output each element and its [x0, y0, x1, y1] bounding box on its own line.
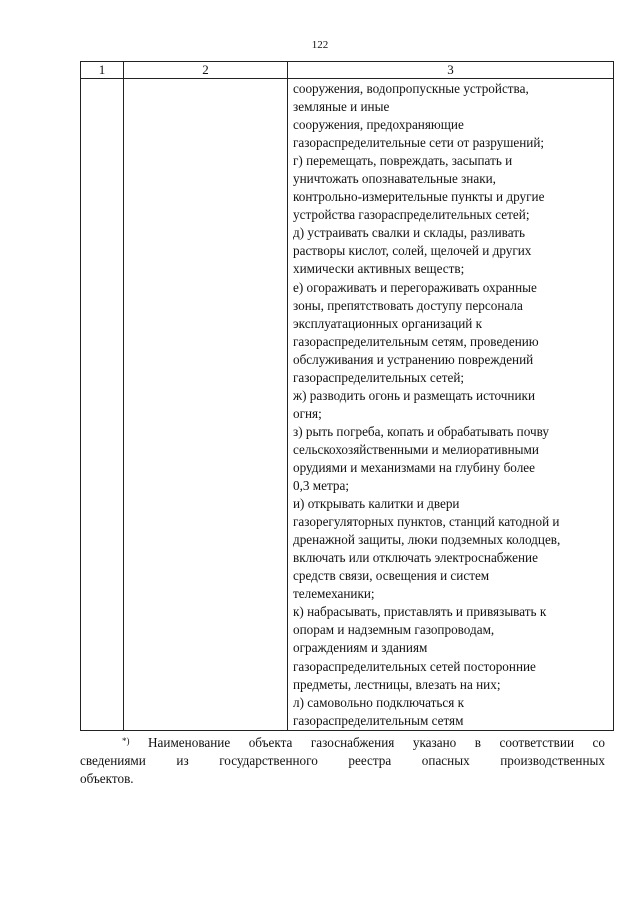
- text-line: и) открывать калитки и двери: [293, 496, 460, 512]
- text-line: орудиями и механизмами на глубину более: [293, 459, 535, 475]
- column-header-1: 1: [81, 62, 124, 79]
- text-line: газораспределительных сетей посторонние: [293, 658, 536, 674]
- table-header-row: [81, 62, 614, 79]
- footnote-line: [80, 734, 605, 752]
- footnote-marker: *): [122, 736, 130, 746]
- footnote-text-1: Наименование объекта газоснабжения указано в соответствии со: [148, 735, 605, 750]
- text-line: з) рыть погреба, копать и обрабатывать почву: [293, 423, 549, 439]
- text-line: огня;: [293, 405, 322, 421]
- text-line: обслуживания и устранению повреждений: [293, 351, 534, 367]
- text-line: растворы кислот, солей, щелочей и других: [293, 243, 532, 259]
- footnote: [80, 734, 605, 789]
- text-line: 0,3 метра;: [293, 478, 350, 494]
- table-row: [81, 79, 614, 731]
- text-line: е) огораживать и перегораживать охранные: [293, 279, 537, 295]
- footnote-line: объектов.: [80, 771, 134, 787]
- text-line: газораспределительные сети от разрушений;: [293, 135, 545, 151]
- page-number: 122: [311, 39, 329, 51]
- table-cell-col3: [288, 79, 614, 731]
- text-line: зоны, препятствовать доступу персонала: [293, 297, 523, 313]
- text-line: газораспределительным сетям, проведению: [293, 333, 539, 349]
- text-line: ж) разводить огонь и размещать источники: [293, 387, 536, 403]
- table-cell-col2: [124, 79, 288, 731]
- column-header-3: 3: [288, 62, 614, 79]
- text-line: л) самовольно подключаться к: [293, 694, 465, 710]
- document-table: [80, 61, 614, 731]
- text-line: земляные и иные: [293, 99, 390, 115]
- text-line: газораспределительным сетям: [293, 712, 464, 728]
- text-line: д) устраивать свалки и склады, разливать: [293, 225, 525, 241]
- text-line: телемеханики;: [293, 586, 375, 602]
- text-line: предметы, лестницы, влезать на них;: [293, 676, 501, 692]
- text-line: дренажной защиты, люки подземных колодцев,: [293, 532, 561, 548]
- text-line: устройства газораспределительных сетей;: [293, 207, 530, 223]
- footnote-line: сведениями из государственного реестра опасных производственных: [80, 753, 605, 769]
- text-line: сельскохозяйственными и мелиоративными: [293, 441, 539, 457]
- text-line: уничтожать опознавательные знаки,: [293, 171, 496, 187]
- text-line: к) набрасывать, приставлять и привязывать к: [293, 604, 547, 620]
- text-line: эксплуатационных организаций к: [293, 315, 483, 331]
- text-line: ограждениям и зданиям: [293, 640, 428, 656]
- text-line: газорегуляторных пунктов, станций катодной и: [293, 514, 560, 530]
- text-line: сооружения, водопропускные устройства,: [293, 81, 529, 96]
- text-line: включать или отключать электроснабжение: [293, 550, 538, 566]
- text-line: газораспределительных сетей;: [293, 369, 465, 385]
- column-header-2: 2: [124, 62, 288, 79]
- text-line: опорам и надземным газопроводам,: [293, 622, 495, 638]
- text-line: средств связи, освещения и систем: [293, 568, 490, 584]
- table-cell-col1: [81, 79, 124, 731]
- text-line: сооружения, предохраняющие: [293, 117, 464, 133]
- text-line: контрольно-измерительные пункты и другие: [293, 189, 545, 205]
- prohibitions-list: [288, 79, 613, 730]
- text-line: химически активных веществ;: [293, 261, 465, 277]
- text-line: г) перемещать, повреждать, засыпать и: [293, 153, 513, 169]
